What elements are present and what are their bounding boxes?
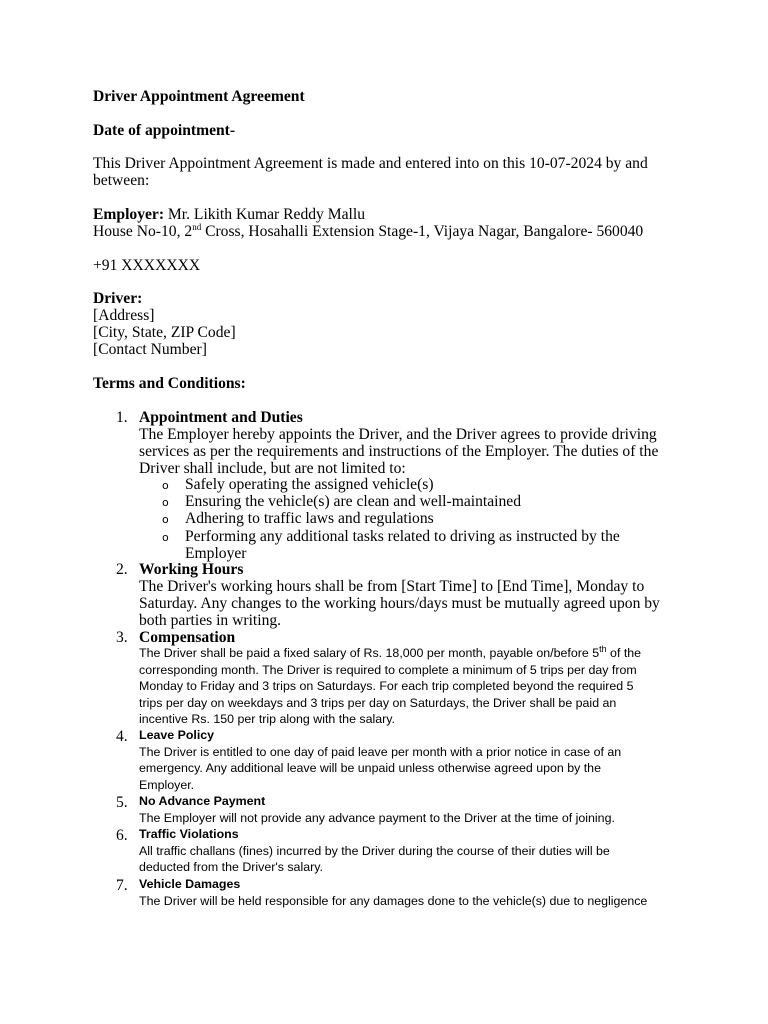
- intro-line: between:: [93, 172, 150, 189]
- intro-paragraph: [93, 155, 693, 189]
- bullet-icon: o: [162, 496, 169, 509]
- intro-line: This Driver Appointment Agreement is made and entered into on this 10-07-2024 by and: [93, 155, 648, 172]
- term-traffic-violations: [139, 826, 679, 876]
- term-heading: Vehicle Damages: [139, 877, 241, 891]
- term-number: 3.: [116, 629, 128, 646]
- term-no-advance: [139, 793, 679, 826]
- employer-label: Employer:: [93, 206, 165, 223]
- term-heading: Appointment and Duties: [139, 409, 303, 426]
- term-number: 7.: [116, 877, 128, 894]
- bullet-item: Performing any additional tasks related to driving as instructed by the Employer: [185, 528, 620, 562]
- term-line: deducted from the Driver's salary.: [139, 860, 323, 874]
- term-heading: Working Hours: [139, 561, 244, 578]
- terms-heading: Terms and Conditions:: [93, 375, 246, 392]
- term-heading: Compensation: [139, 629, 236, 646]
- term-line: Saturday. Any changes to the working hours/days must be mutually agreed upon by: [139, 595, 660, 612]
- bullet-icon: o: [162, 479, 169, 492]
- driver-city: [City, State, ZIP Code]: [93, 324, 236, 341]
- bullet-item: Ensuring the vehicle(s) are clean and well-maintained: [185, 493, 521, 510]
- term-line: corresponding month. The Driver is required to complete a minimum of 5 trips per day from: [139, 662, 637, 677]
- term-leave-policy: [139, 727, 679, 793]
- term-line: The Driver will be held responsible for any damages done to the vehicle(s) due to negligence: [139, 893, 648, 908]
- term-compensation: [139, 645, 679, 728]
- term-number: 6.: [116, 827, 128, 844]
- date-label: Date of appointment-: [93, 122, 236, 139]
- employer-name: Mr. Likith Kumar Reddy Mallu: [164, 206, 365, 223]
- bullet-icon: o: [162, 513, 169, 526]
- term-appointment-duties: [139, 409, 679, 477]
- term-line: The Employer will not provide any advance payment to the Driver at the time of joining.: [139, 810, 615, 825]
- term-number: 5.: [116, 794, 128, 811]
- term-number: 4.: [116, 728, 128, 745]
- term-number: 1.: [116, 409, 128, 426]
- term-line: The Employer hereby appoints the Driver, and the Driver agrees to provide driving: [139, 426, 657, 443]
- term-heading: Leave Policy: [139, 728, 215, 742]
- term-line: services as per the requirements and instructions of the Employer. The duties of the: [139, 443, 659, 460]
- bullet-icon: o: [162, 531, 169, 544]
- employer-phone: +91 XXXXXXX: [93, 257, 201, 274]
- term-line: Employer.: [139, 777, 195, 792]
- bullet-item: Safely operating the assigned vehicle(s): [185, 476, 434, 493]
- bullet-item: Adhering to traffic laws and regulations: [185, 510, 434, 527]
- term-line: trips per day on weekdays and 3 trips per day on Saturdays, the Driver shall be paid an: [139, 695, 617, 710]
- document-title: Driver Appointment Agreement: [93, 88, 305, 105]
- term-line: both parties in writing.: [139, 612, 282, 629]
- term-heading: Traffic Violations: [139, 827, 239, 841]
- term-vehicle-damages: [139, 876, 679, 909]
- employer-address: House No-10, 2nd Cross, Hosahalli Extension Stage-1, Vijaya Nagar, Bangalore- 560040: [93, 221, 644, 240]
- employer-block: [93, 206, 693, 240]
- driver-address: [Address]: [93, 307, 155, 324]
- term-working-hours: [139, 561, 679, 629]
- term-number: 2.: [116, 561, 128, 578]
- term-line: The Driver's working hours shall be from [Start Time] to [End Time], Monday to: [139, 578, 645, 595]
- term-line: Monday to Friday and 3 trips on Saturdays. For each trip completed beyond the required 5: [139, 679, 634, 693]
- driver-block: [93, 290, 693, 358]
- term-line: All traffic challans (fines) incurred by the Driver during the course of their duties will be: [139, 843, 610, 858]
- term-line: The Driver shall be paid a fixed salary of Rs. 18,000 per month, payable on/before 5th of the: [139, 643, 642, 660]
- term-line: The Driver is entitled to one day of paid leave per month with a prior notice in case of an: [139, 744, 622, 759]
- term-line: incentive Rs. 150 per trip along with the salary.: [139, 712, 395, 726]
- term-line: emergency. Any additional leave will be unpaid unless otherwise agreed upon by the: [139, 761, 601, 775]
- term-line: Driver shall include, but are not limited to:: [139, 460, 406, 477]
- driver-contact: [Contact Number]: [93, 341, 207, 358]
- driver-label: Driver:: [93, 290, 143, 307]
- term-heading: No Advance Payment: [139, 794, 266, 808]
